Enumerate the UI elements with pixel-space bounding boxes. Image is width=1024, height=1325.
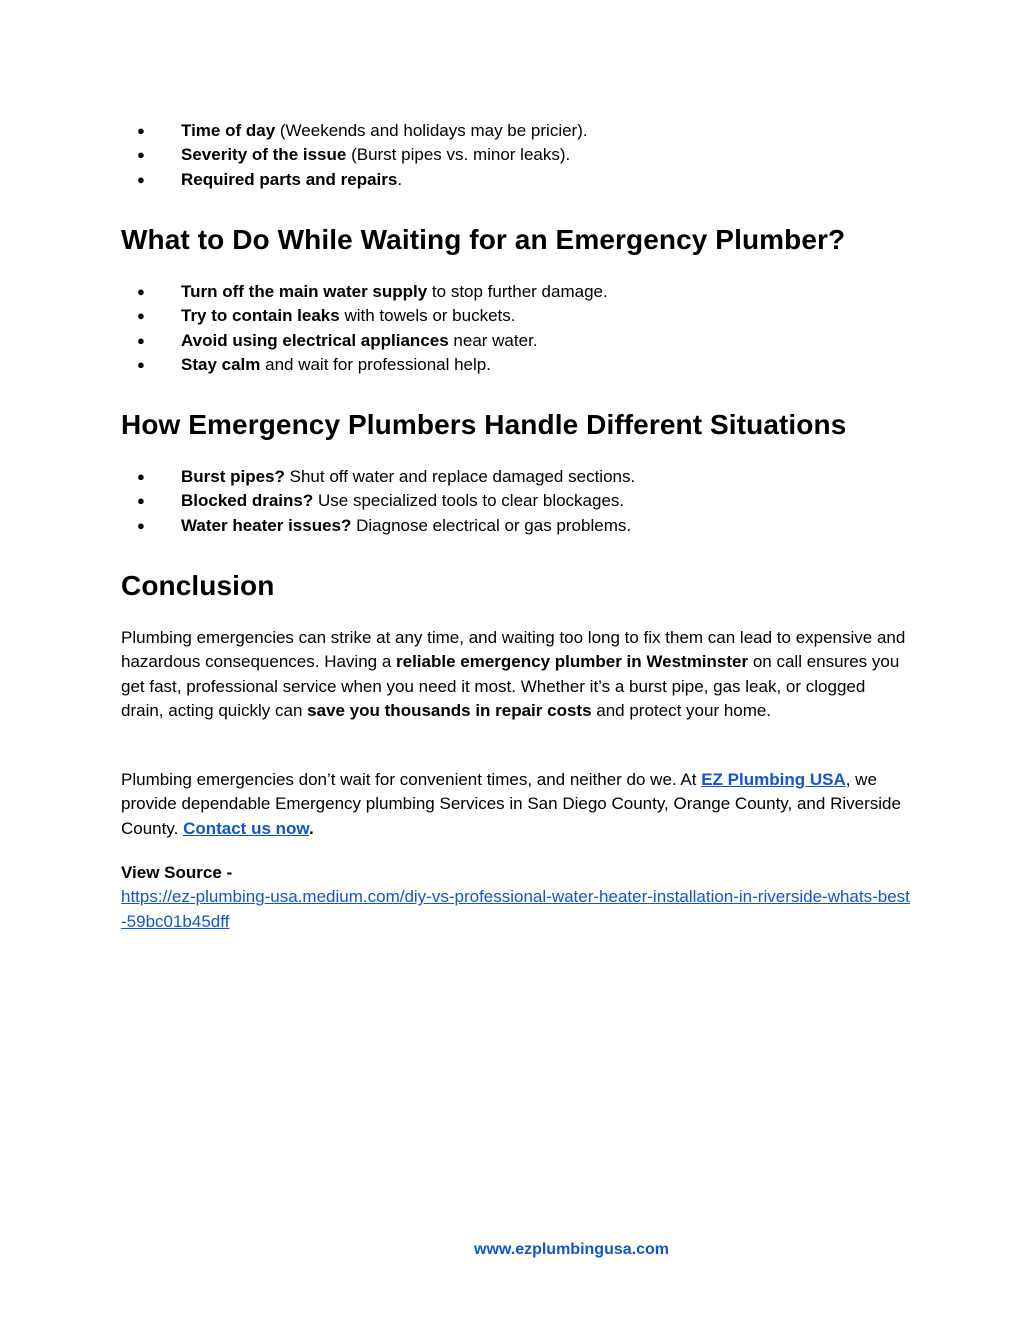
paragraph-text: Plumbing emergencies don’t wait for convenient times, and neither do we. At bbox=[121, 770, 702, 789]
footer-website: www.ezplumbingusa.com bbox=[474, 1241, 669, 1258]
list-item-bold: Severity of the issue bbox=[181, 145, 347, 165]
list-item-text: (Burst pipes vs. minor leaks). bbox=[346, 145, 571, 165]
list-item-bold: Avoid using electrical appliances bbox=[181, 330, 449, 350]
list-item bbox=[121, 329, 608, 353]
list-item-text: to stop further damage. bbox=[427, 282, 608, 301]
conclusion-paragraph bbox=[121, 626, 911, 724]
cta-paragraph bbox=[121, 768, 911, 841]
list-item bbox=[121, 143, 588, 167]
list-item-text: Shut off water and replace damaged sections. bbox=[284, 467, 636, 486]
paragraph-text: on call ensures you get fast, professional service when you need it most. Whether it’s a burst pipe, gas leak, or clogged drain, acting quickly can bbox=[121, 652, 900, 721]
list-item-text: near water. bbox=[448, 330, 538, 350]
situations-heading: How Emergency Plumbers Handle Different Situations bbox=[121, 409, 847, 440]
bullet-icon: ● bbox=[137, 517, 145, 533]
list-item-bold: Try to contain leaks bbox=[181, 306, 340, 326]
list-item-bold: Water heater issues? bbox=[181, 515, 352, 535]
waiting-list bbox=[121, 280, 608, 377]
list-item-text: with towels or buckets. bbox=[339, 306, 516, 326]
list-item-text: Use specialized tools to clear blockages. bbox=[313, 491, 625, 511]
list-item-bold: Time of day bbox=[181, 121, 276, 140]
bullet-icon: ● bbox=[137, 147, 145, 163]
list-item-bold: Turn off the main water supply bbox=[181, 282, 428, 301]
list-item-bold: Stay calm bbox=[181, 354, 261, 374]
waiting-heading: What to Do While Waiting for an Emergency Plumber? bbox=[121, 224, 846, 255]
bullet-icon: ● bbox=[137, 332, 145, 348]
list-item-bold: Required parts and repairs bbox=[181, 169, 398, 189]
paragraph-bold: reliable emergency plumber in Westminster bbox=[396, 652, 749, 672]
list-item bbox=[121, 280, 608, 304]
list-item-text: and wait for professional help. bbox=[260, 354, 491, 374]
bullet-icon: ● bbox=[137, 123, 145, 138]
list-item-text: . bbox=[397, 169, 403, 189]
list-item bbox=[121, 514, 635, 538]
list-item bbox=[121, 304, 608, 328]
bullet-icon: ● bbox=[137, 356, 145, 372]
list-item bbox=[121, 168, 588, 192]
paragraph-text: , we provide dependable Emergency plumbing Services in San Diego County, Orange County, and Riverside County. bbox=[121, 770, 901, 838]
cost-factors-list bbox=[121, 119, 588, 192]
paragraph-text: and protect your home. bbox=[591, 701, 772, 721]
situations-list bbox=[121, 465, 635, 538]
contact-us-link[interactable]: Contact us now bbox=[183, 818, 309, 838]
paragraph-bold: save you thousands in repair costs bbox=[307, 701, 592, 721]
paragraph-bold: . bbox=[309, 818, 314, 838]
ez-plumbing-link[interactable]: EZ Plumbing USA bbox=[701, 770, 846, 789]
source-label: View Source - bbox=[121, 863, 233, 882]
list-item-bold: Blocked drains? bbox=[181, 491, 314, 511]
bullet-icon: ● bbox=[137, 171, 145, 187]
bullet-icon: ● bbox=[137, 469, 145, 484]
paragraph-text: Plumbing emergencies can strike at any time, and waiting too long to fix them can lead to expensive and hazardous consequences. Having a bbox=[121, 628, 906, 672]
list-item bbox=[121, 353, 608, 377]
list-item bbox=[121, 465, 635, 489]
bullet-icon: ● bbox=[137, 493, 145, 509]
list-item-bold: Burst pipes? bbox=[181, 467, 285, 486]
list-item bbox=[121, 119, 588, 143]
bullet-icon: ● bbox=[137, 308, 145, 324]
source-block bbox=[121, 861, 911, 934]
source-link[interactable]: https://ez-plumbing-usa.medium.com/diy-vs-professional-water-heater-installation-in-riverside-whats-best-59bc01b45dff bbox=[121, 887, 910, 931]
bullet-icon: ● bbox=[137, 284, 145, 299]
list-item-text: (Weekends and holidays may be pricier). bbox=[275, 121, 588, 140]
list-item bbox=[121, 489, 635, 513]
list-item-text: Diagnose electrical or gas problems. bbox=[351, 515, 632, 535]
conclusion-heading: Conclusion bbox=[121, 570, 275, 601]
